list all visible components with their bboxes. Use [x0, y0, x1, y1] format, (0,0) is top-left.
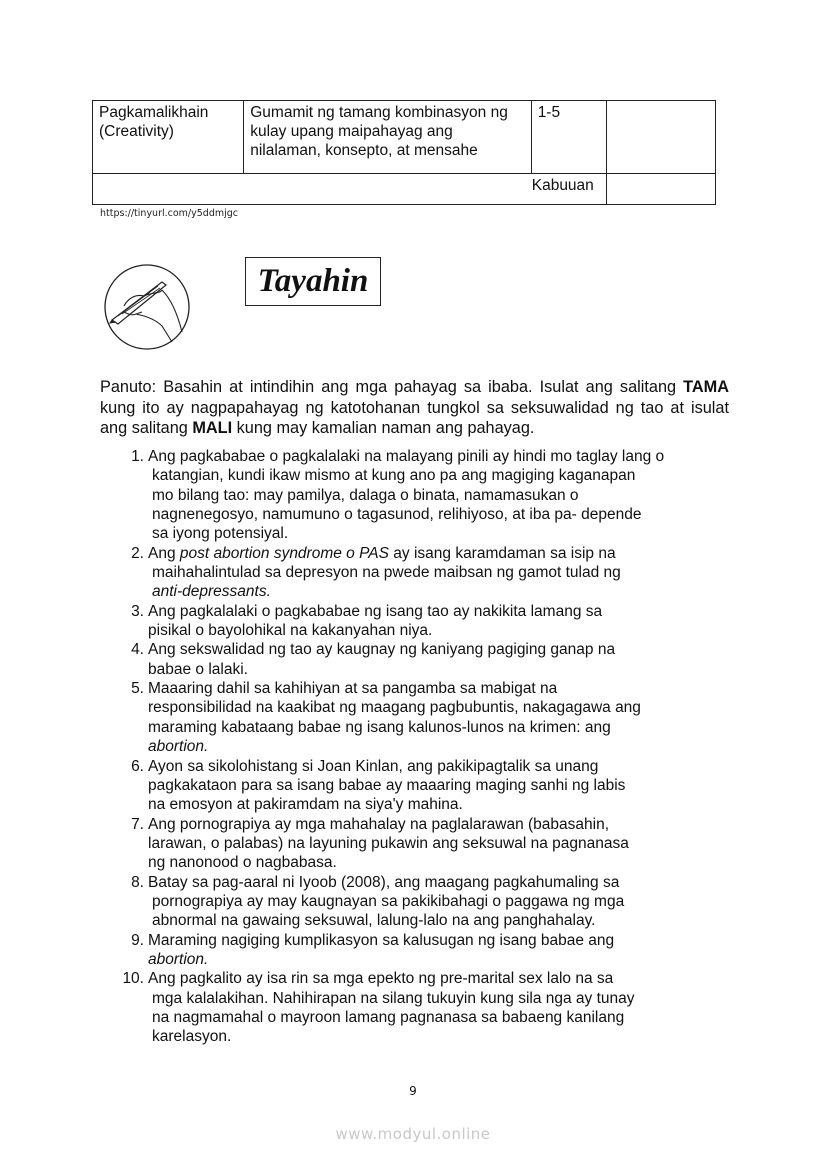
item-number: 5.	[131, 680, 144, 698]
instructions-text: kung ito ay nagpapahayag ng katotohanan tungkol sa seksuwalidad ng tao at isulat ang salitang	[100, 398, 729, 437]
statement-list	[100, 447, 720, 1047]
item-line: Ayon sa sikolohistang si Joan Kinlan, ang pakikipagtalik sa unang	[148, 757, 599, 775]
item-line: katangian, kundi ikaw mismo at kung ano pa ang magiging kaganapan	[152, 467, 636, 485]
list-item	[100, 873, 720, 931]
item-italic-term: post abortion syndrome o PAS	[179, 544, 389, 562]
item-line: maihahalintulad sa depresyon na pwede maibsan ng gamot tulad ng	[152, 564, 621, 582]
item-line: Batay sa pag-aaral ni Iyoob (2008), ang maagang pagkahumaling sa	[148, 873, 620, 891]
item-line: Maraming nagiging kumplikasyon sa kalusugan ng isang babae ang	[148, 931, 615, 949]
item-line: na emosyon at pakiramdam na siya'y mahina.	[148, 796, 463, 814]
item-line: pisikal o bayolohikal na kakanyahan niya.	[148, 622, 433, 640]
keyword-tama: TAMA	[683, 378, 729, 396]
item-line: na nagmamahal o mayroon lamang pagnanasa sa babaeng kanilang	[152, 1008, 625, 1026]
instructions-text: kung may kamalian naman ang pahayag.	[232, 419, 535, 437]
score-cell	[606, 101, 715, 174]
item-line: Ang pornograpiya ay mga mahahalay na paglalarawan (babasahin,	[148, 815, 610, 833]
list-item	[100, 815, 720, 873]
list-item	[100, 602, 720, 641]
item-line	[148, 582, 720, 601]
hand-writing-pen-icon	[102, 262, 192, 352]
item-number: 1.	[131, 448, 144, 465]
item-italic-term: anti-depressants.	[152, 583, 271, 601]
item-line	[148, 950, 720, 969]
item-number: 8.	[131, 873, 144, 891]
item-number: 2.	[131, 544, 144, 562]
item-number: 4.	[131, 641, 144, 659]
source-url: https://tinyurl.com/y5ddmjgc	[100, 208, 239, 219]
item-line: Ang pagkalalaki o pagkababae ng isang tao ay nakikita lamang sa	[148, 602, 603, 620]
list-item	[100, 931, 720, 970]
instructions-text: Panuto: Basahin at intindihin ang mga pahayag sa ibaba. Isulat ang salitang	[100, 378, 684, 396]
section-title: Tayahin	[257, 263, 369, 299]
item-line: Ang pagkalito ay isa rin sa mga epekto ng pre-marital sex lalo na sa	[148, 970, 614, 988]
total-label: Kabuuan	[93, 174, 607, 205]
item-italic-term: abortion.	[148, 950, 209, 968]
total-row	[93, 174, 716, 205]
page-number: 9	[409, 1084, 417, 1098]
list-item	[100, 544, 720, 602]
description-cell: Gumamit ng tamang kombinasyon ng kulay upang maipahayag ang nilalaman, konsepto, at mensahe	[244, 101, 531, 174]
item-number: 6.	[131, 757, 144, 775]
item-line: Ang pagkababae o pagkalalaki na malayang pinili ay hindi mo taglay lang o	[148, 448, 665, 465]
item-line: maraming kabataang babae ng isang kalunos-lunos na krimen: ang	[148, 718, 611, 736]
item-line	[148, 544, 720, 563]
item-line: nagnenegosyo, namumuno o tagasunod, relihiyoso, at iba pa- depende	[152, 506, 642, 524]
item-text: Ang	[148, 544, 180, 562]
criterion-line-2: (Creativity)	[99, 123, 174, 140]
list-item	[100, 679, 720, 756]
item-text: ay isang karamdaman sa isip na	[388, 544, 616, 562]
item-line: pornograpiya ay may kaugnayan sa pakikibahagi o paggawa ng mga	[152, 892, 625, 910]
criterion-cell	[93, 101, 244, 174]
item-line: pagkakataon para sa isang babae ay maaaring maging sanhi ng labis	[148, 776, 626, 794]
item-number: 10.	[122, 970, 144, 988]
item-line: Ang sekswalidad ng tao ay kaugnay ng kaniyang pagiging ganap na	[148, 641, 616, 659]
criterion-line-1: Pagkamalikhain	[99, 104, 209, 121]
item-italic-term: abortion.	[148, 738, 209, 756]
list-item	[100, 969, 720, 1046]
total-value-cell	[606, 174, 715, 205]
list-item	[100, 640, 720, 679]
points-cell: 1-5	[531, 101, 606, 174]
section-title-box	[245, 257, 381, 306]
item-number: 3.	[131, 602, 144, 620]
item-line: larawan, o palabas) na layuning pukawin ang seksuwal na pagnanasa	[148, 834, 629, 852]
keyword-mali: MALI	[192, 419, 233, 437]
item-line: abnormal na gawaing seksuwal, lalung-lalo na ang panghahalay.	[152, 912, 596, 930]
item-number: 9.	[131, 931, 144, 949]
item-line: Maaaring dahil sa kahihiyan at sa pangamba sa mabigat na	[148, 680, 558, 698]
item-line: responsibilidad na kaakibat ng maagang pagbubuntis, nakagagawa ang	[148, 699, 641, 717]
item-line: karelasyon.	[152, 1028, 232, 1046]
list-item	[100, 757, 720, 815]
item-line: sa iyong potensiyal.	[152, 525, 289, 543]
item-line: mga kalalakihan. Nahihirapan na silang tukuyin kung sila nga ay tunay	[152, 989, 635, 1007]
table-row	[93, 101, 716, 174]
item-line	[148, 737, 720, 756]
item-line: babae o lalaki.	[148, 660, 248, 678]
rubric-table	[92, 100, 716, 205]
watermark: www.modyul.online	[335, 1125, 491, 1143]
item-line: ng nanonood o nagbabasa.	[148, 854, 337, 872]
item-line: mo bilang tao: may pamilya, dalaga o binata, namamasukan o	[152, 486, 579, 504]
instructions	[100, 377, 729, 439]
list-item	[100, 447, 720, 544]
item-number: 7.	[131, 815, 144, 833]
